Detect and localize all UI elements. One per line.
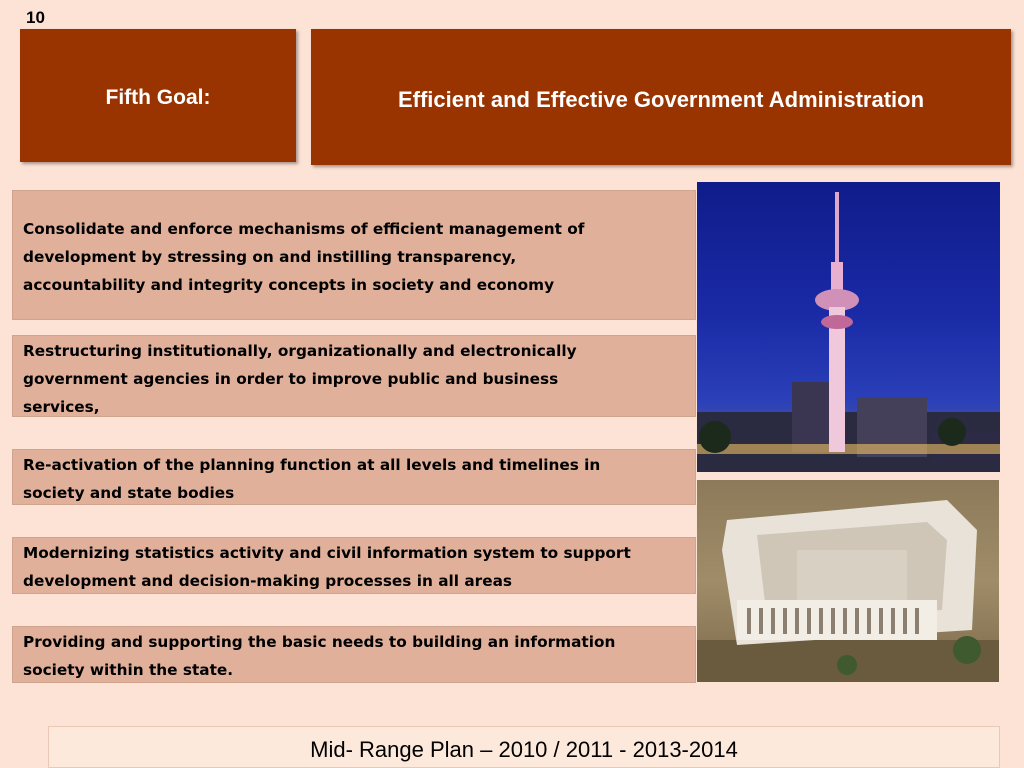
item-line: accountability and integrity concepts in society and economy: [23, 276, 555, 294]
item-line: society and state bodies: [23, 484, 235, 502]
item-line: Providing and supporting the basic needs to building an information: [23, 633, 616, 651]
footer: [48, 726, 1000, 768]
palace-photo: [697, 480, 999, 682]
tower-illustration: [697, 182, 1000, 472]
goal-item-5: [12, 626, 696, 683]
item-line: society within the state.: [23, 661, 234, 679]
item-line: government agencies in order to improve public and business: [23, 370, 559, 388]
goal-item-2: [12, 335, 696, 417]
goal-title: Efficient and Effective Government Administration: [397, 87, 925, 112]
item-line: Modernizing statistics activity and civil information system to support: [23, 544, 631, 562]
item-line: Consolidate and enforce mechanisms of efficient management of: [23, 220, 585, 238]
page-number: 10: [26, 8, 45, 27]
tower-photo: [697, 182, 1000, 472]
goal-item-4: [12, 537, 696, 594]
item-line: Restructuring institutionally, organizationally and electronically: [23, 342, 577, 360]
goal-item-3: [12, 449, 696, 505]
goal-label-box: [20, 29, 296, 162]
goal-item-1: [12, 190, 696, 320]
item-line: development by stressing on and instilling transparency,: [23, 248, 517, 266]
goal-title-box: [311, 29, 1011, 165]
footer-text: Mid- Range Plan – 2010 / 2011 - 2013-2014: [310, 737, 738, 762]
item-line: Re-activation of the planning function at all levels and timelines in: [23, 456, 601, 474]
palace-illustration: [697, 480, 999, 682]
item-line: development and decision-making processes in all areas: [23, 572, 512, 590]
item-line: services,: [23, 398, 100, 416]
goal-label: Fifth Goal:: [105, 86, 211, 109]
